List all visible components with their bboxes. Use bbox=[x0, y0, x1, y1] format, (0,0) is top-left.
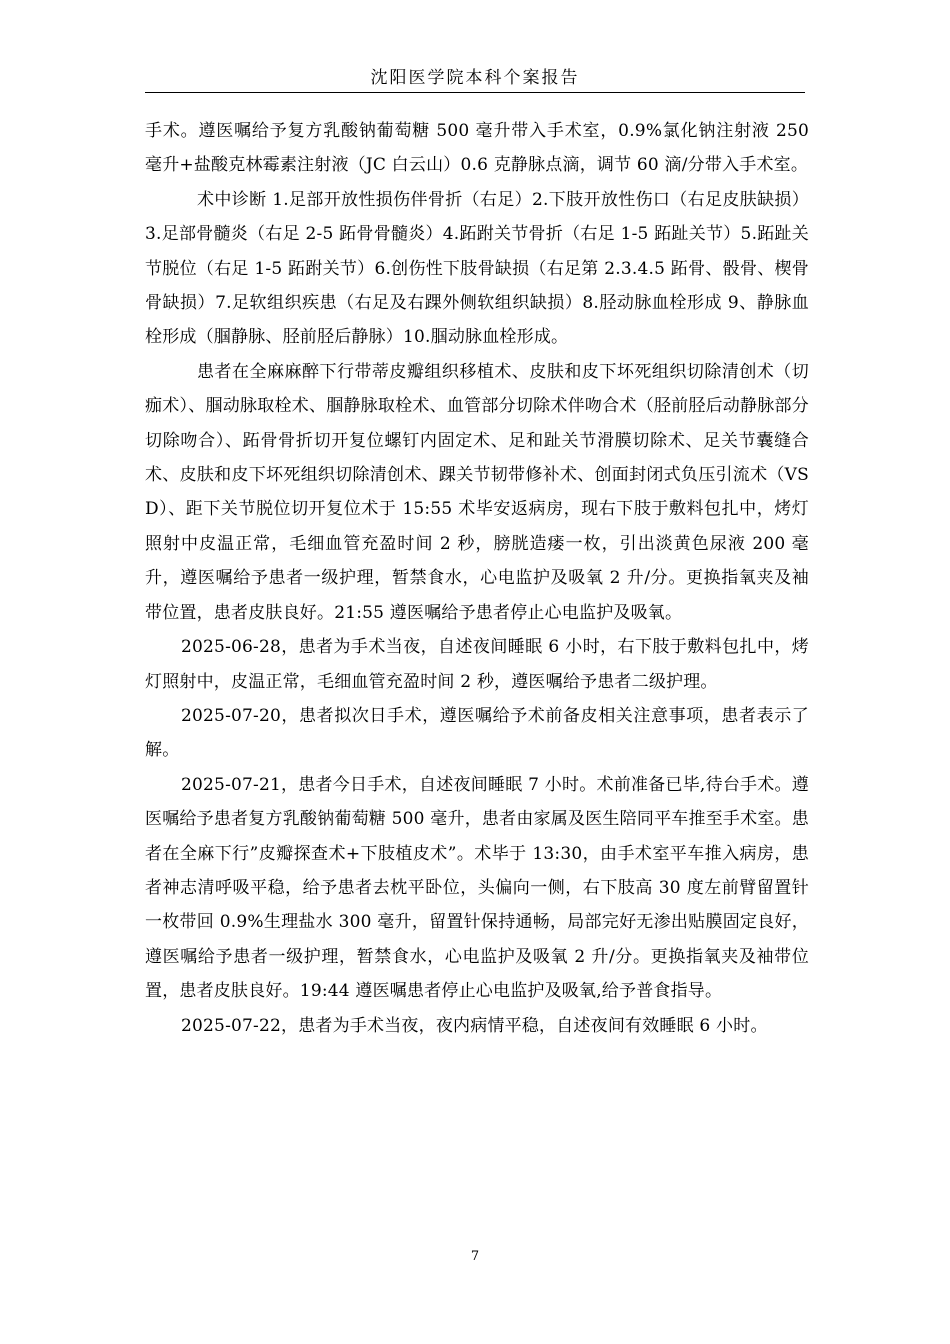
paragraph-continuation: 手术。遵医嘱给予复方乳酸钠葡萄糖 500 毫升带入手术室，0.9%氯化钠注射液 250 毫升+盐酸克林霉素注射液（JC 白云山）0.6 克静脉点滴，调节 60 滴/分带入手术室。 bbox=[145, 121, 809, 176]
page-header-title: 沈阳医学院本科个案报告 bbox=[370, 68, 580, 88]
report-body bbox=[145, 114, 809, 1043]
header-divider bbox=[145, 92, 805, 93]
paragraph-surgery-procedure: 患者在全麻麻醉下行带蒂皮瓣组织移植术、皮肤和皮下坏死组织切除清创术（切痂术）、腘动脉取栓术、腘静脉取栓术、血管部分切除术伴吻合术（胫前胫后动静脉部分切除吻合）、跖骨骨折切开复位螺钉内固定术、足和趾关节滑膜切除术、足关节囊缝合术、皮肤和皮下坏死组织切除清创术、踝关节韧带修补术、创面封闭式负压引流术（VSD）、距下关节脱位切开复位术于 15:55 术毕安返病房，现右下肢于敷料包扎中，烤灯照射中皮温正常，毛细血管充盈时间 2 秒，膀胱造瘘一枚，引出淡黄色尿液 200 毫升，遵医嘱给予患者一级护理，暂禁食水，心电监护及吸氧 2 升/分。更换指氧夹及袖带位置，患者皮肤良好。21:55 遵医嘱给予患者停止心电监护及吸氧。 bbox=[145, 361, 809, 623]
paragraph-2025-07-20: 2025-07-20，患者拟次日手术，遵医嘱给予术前备皮相关注意事项，患者表示了解。 bbox=[145, 705, 809, 761]
paragraph-intraoperative-diagnosis: 术中诊断 1.足部开放性损伤伴骨折（右足）2.下肢开放性伤口（右足皮肤缺损）3.足部骨髓炎（右足 2-5 跖骨骨髓炎）4.跖跗关节骨折（右足 1-5 跖趾关节）5.跖趾关节脱位（右足 1-5 跖跗关节）6.创伤性下肢骨缺损（右足第 2.3.4.5 跖骨、骰骨、楔骨骨缺损）7.足软组织疾患（右足及右踝外侧软组织缺损）8.胫动脉血栓形成 9、静脉血栓形成（腘静脉、胫前胫后静脉）10.腘动脉血栓形成。 bbox=[145, 189, 809, 348]
paragraph-2025-07-21: 2025-07-21，患者今日手术，自述夜间睡眠 7 小时。术前准备已毕,待台手术。遵医嘱给予患者复方乳酸钠葡萄糖 500 毫升，患者由家属及医生陪同平车推至手术室。患者在全麻下行”皮瓣探查术+下肢植皮术”。术毕于 13:30，由手术室平车推入病房，患者神志清呼吸平稳，给予患者去枕平卧位，头偏向一侧，右下肢高 30 度左前臂留置针一枚带回 0.9%生理盐水 300 毫升，留置针保持通畅，局部完好无渗出贴膜固定良好，遵医嘱给予患者一级护理，暂禁食水，心电监护及吸氧 2 升/分。更换指氧夹及袖带位置，患者皮肤良好。19:44 遵医嘱患者停止心电监护及吸氧,给予普食指导。 bbox=[145, 774, 809, 1002]
paragraph-2025-06-28: 2025-06-28，患者为手术当夜，自述夜间睡眠 6 小时，右下肢于敷料包扎中，烤灯照射中，皮温正常，毛细血管充盈时间 2 秒，遵医嘱给予患者二级护理。 bbox=[145, 637, 809, 692]
page-number: 7 bbox=[470, 1249, 480, 1264]
paragraph-2025-07-22: 2025-07-22，患者为手术当夜，夜内病情平稳，自述夜间有效睡眠 6 小时。 bbox=[181, 1015, 768, 1036]
